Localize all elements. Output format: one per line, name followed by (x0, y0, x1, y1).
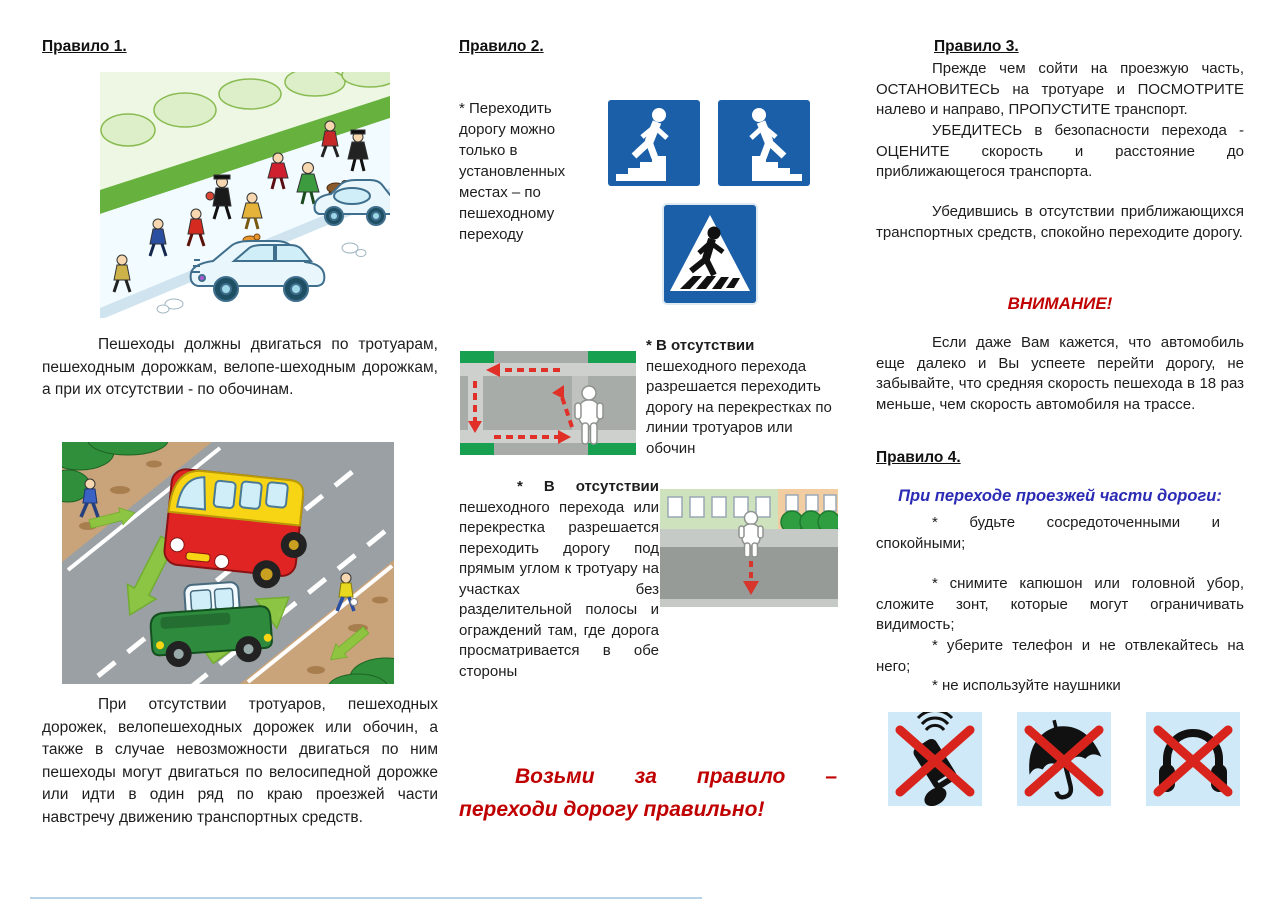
rule4-heading: Правило 4. (876, 449, 961, 466)
rule4-bullet-4: * не используйте наушники (932, 677, 1121, 694)
rule4-bullet-3: * уберите телефон и не отвлекайтесь на него; (876, 637, 1244, 675)
footer-divider (30, 897, 702, 899)
pedestrian-crossing-sign-icon (662, 203, 758, 305)
slogan-line-2: переходи дорогу правильно! (459, 798, 765, 821)
street-crossing-icon (660, 489, 838, 607)
pedestrians-sidewalk-illustration (100, 72, 390, 318)
road-bus-illustration (62, 442, 394, 684)
attention-paragraph: Если даже Вам кажется, что автомобиль еще далеко и Вы успеете перейти дорогу, не забывайте, что средняя скорость пешехода в 18 раз меньше, чем скорость автомобиля на трассе. (876, 334, 1244, 413)
note-rest: пешеходного перехода разрешается переходить дорогу на перекрестках по линии тротуаров или обочин (646, 357, 832, 457)
note-lead: * В отсутствии (646, 337, 755, 354)
rule1-heading: Правило 1. (42, 38, 127, 55)
rule4-subtitle: При переходе проезжей части дороги: (898, 487, 1222, 505)
road-scene-icon (62, 442, 394, 684)
rule4-bullet-1: * будьте сосредоточенными и спокойными; (876, 514, 1220, 552)
rule4-bullet-2: * снимите капюшон или головной убор, сложите зонт, которые могут ограничивать видимость; (876, 575, 1244, 633)
rule2-bullet-crossing: * Переходить дорогу можно только в установленных местах – по пешеходному переходу (459, 100, 566, 243)
no-phone-badge (888, 712, 982, 806)
no-umbrella-badge (1017, 712, 1111, 806)
rule3-paragraph-2: УБЕДИТЕСЬ в безопасности перехода - ОЦЕНИТЕ скорость и расстояние до приближающегося транспорта. (876, 122, 1244, 180)
headphones-crossed-icon (1146, 712, 1240, 806)
rule2-note-intersections (646, 336, 842, 459)
note-rest: пешеходного перехода или перекрестка разрешается переходить дорогу под прямым углом к тротуару на участках без разделительной полосы и ограждений там, где дорога просматривается в обе стороны (459, 498, 659, 680)
rule3-heading: Правило 3. (934, 38, 1019, 55)
underground-crossing-sign (608, 100, 700, 186)
rule3-paragraph-3: Убедившись в отсутствии приближающихся транспортных средств, спокойно переходите дорогу. (876, 203, 1244, 241)
intersection-diagram (460, 351, 636, 455)
rule1-paragraph-1: Пешеходы должны двигаться по тротуарам, пешеходным дорожкам, велопе-шеходным дорожкам, а при их отсутствии - по обочинам. (42, 336, 438, 398)
slogan (459, 760, 837, 826)
stairs-down-pedestrian-sign-icon (608, 100, 700, 186)
pedestrian-crossing-sign (662, 203, 758, 305)
sidewalk-scene-icon (100, 72, 390, 318)
slogan-line-1: Возьми за правило – (515, 765, 837, 788)
attention-heading: ВНИМАНИЕ! (1007, 294, 1113, 313)
overground-crossing-sign (718, 100, 810, 186)
umbrella-crossed-icon (1017, 712, 1111, 806)
rule2-heading: Правило 2. (459, 38, 544, 55)
no-headphones-badge (1146, 712, 1240, 806)
rule1-paragraph-2: При отсутствии тротуаров, пешеходных дорожек, велопешеходных дорожек или обочин, а также в случае невозможности двигаться по ним пешеходы могут двигаться по велосипедной дорожке или идти в один ряд по краю проезжей части навстречу движению транспортных средств. (42, 696, 438, 826)
street-crossing-illustration (660, 489, 838, 607)
rule3-paragraph-1: Прежде чем сойти на проезжую часть, ОСТАНОВИТЕСЬ на тротуаре и ПОСМОТРИТЕ налево и направо, ПРОПУСТИТЕ транспорт. (876, 60, 1244, 118)
stairs-down-mirrored-pedestrian-sign-icon (718, 100, 810, 186)
rule2-note-right-angle (459, 477, 659, 682)
phone-crossed-icon (888, 712, 982, 806)
note-lead: * В отсутствии (517, 478, 659, 495)
intersection-crossing-icon (460, 351, 636, 455)
